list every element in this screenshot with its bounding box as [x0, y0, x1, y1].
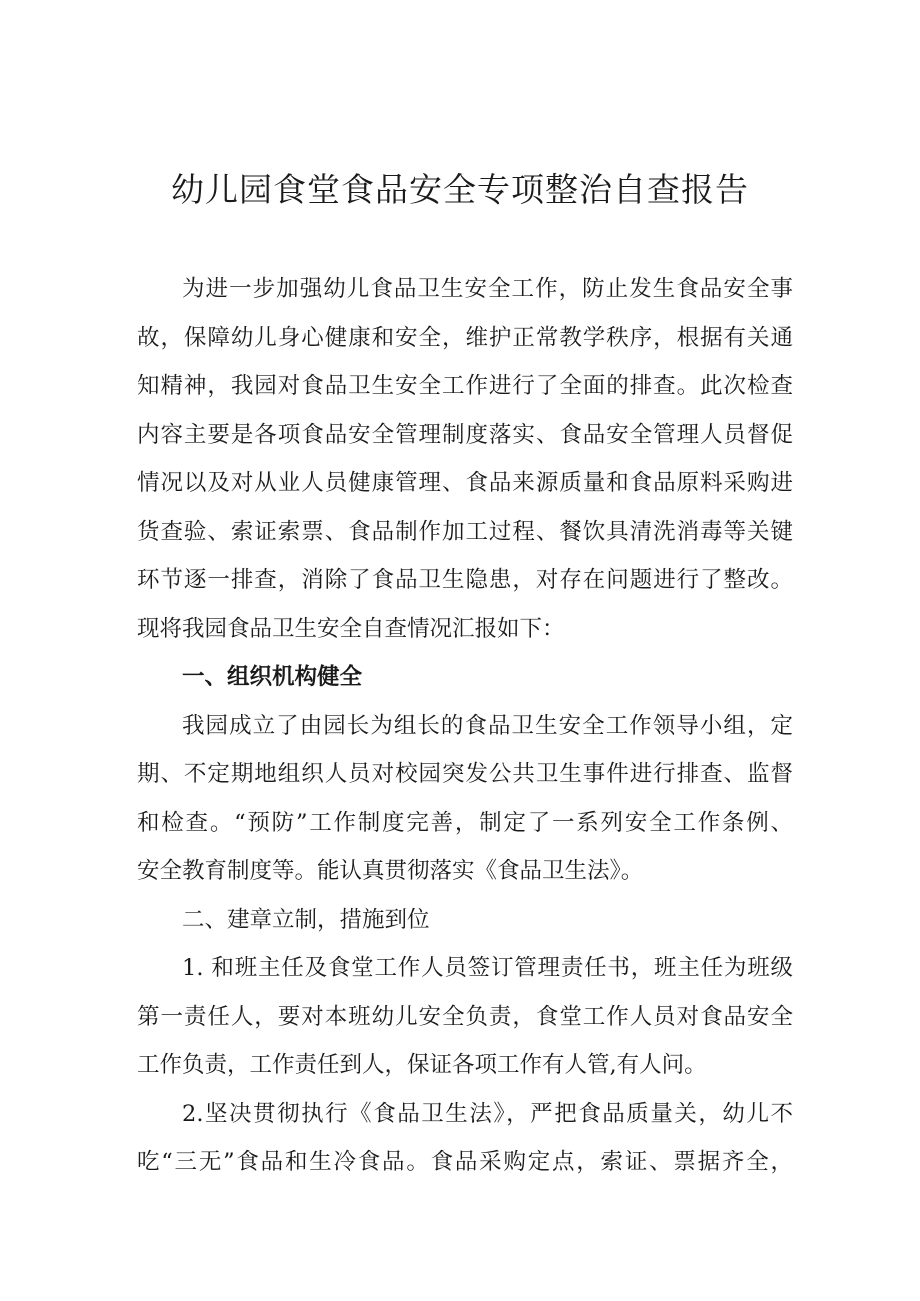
- intro-line: 为进一步加强幼儿食品卫生安全工作，防止发生食品安全事: [182, 276, 793, 302]
- intro-line: 情况以及对从业人员健康管理、食品来源质量和食品原料采购进: [137, 470, 793, 496]
- intro-line: 现将我园食品卫生安全自查情况汇报如下：: [137, 615, 565, 642]
- section-heading-organization: 一、组织机构健全: [182, 664, 363, 690]
- intro-line: 环节逐一排查，消除了食品卫生隐患，对存在问题进行了整改。: [137, 567, 793, 593]
- intro-line: 知精神，我园对食品卫生安全工作进行了全面的排查。此次检查: [137, 373, 793, 399]
- section-regulations-item-2: [137, 1090, 793, 1187]
- paragraph-line: 工作负责，工作责任到人，保证各项工作有人管,有人问。: [137, 1052, 707, 1078]
- paragraph-line: 吃“三无”食品和生冷食品。食品采购定点，索证、票据齐全，: [137, 1149, 793, 1175]
- intro-line: 货查验、索证索票、食品制作加工过程、餐饮具清洗消毒等关键: [137, 518, 793, 545]
- section-heading-regulations: 二、建章立制，措施到位: [182, 906, 430, 933]
- paragraph-line: 第一责任人，要对本班幼儿安全负责，食堂工作人员对食品安全: [137, 1003, 793, 1030]
- document-title: 幼儿园食堂食品安全专项整治自查报告: [171, 170, 749, 209]
- intro-line: 故，保障幼儿身心健康和安全，维护正常教学秩序，根据有关通: [137, 324, 793, 351]
- document-body: [137, 265, 793, 1187]
- paragraph-line: 期、不定期地组织人员对校园突发公共卫生事件进行排查、监督: [137, 761, 793, 787]
- paragraph-line: 2.坚决贯彻执行《食品卫生法》，严把食品质量关，幼儿不: [182, 1100, 793, 1127]
- section-regulations-item-1: [137, 944, 793, 1090]
- paragraph-line: 安全教育制度等。能认真贯彻落实《食品卫生法》。: [137, 858, 644, 884]
- paragraph-line: 我园成立了由园长为组长的食品卫生安全工作领导小组，定: [182, 712, 793, 739]
- intro-paragraph: [137, 265, 793, 653]
- paragraph-line: 和检查。“预防”工作制度完善，制定了一系列安全工作条例、: [137, 809, 793, 836]
- paragraph-line: 1. 和班主任及食堂工作人员签订管理责任书，班主任为班级: [182, 955, 793, 981]
- section-organization-paragraph: [137, 702, 793, 896]
- intro-line: 内容主要是各项食品安全管理制度落实、食品安全管理人员督促: [137, 421, 793, 448]
